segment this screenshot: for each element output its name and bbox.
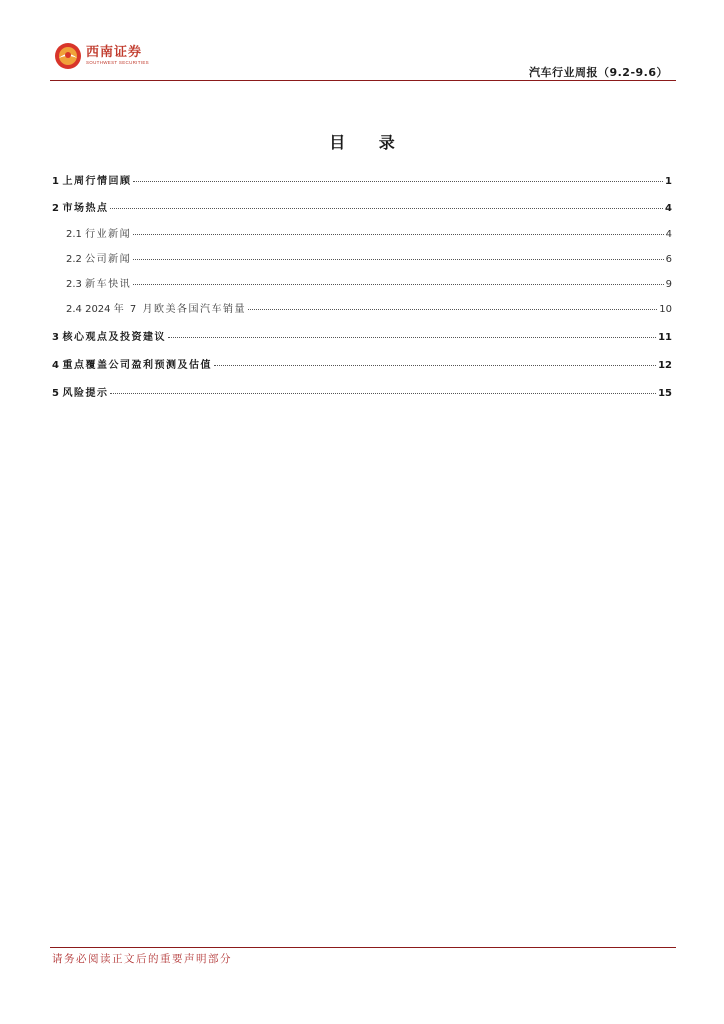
company-logo [54,42,149,70]
toc-dot-leader [248,309,657,310]
logo-text [86,46,149,66]
toc-dot-leader [110,208,663,209]
toc-entry-page: 11 [658,332,672,343]
toc-entry-page: 6 [665,254,672,265]
toc-entry-text: 行业新闻 [85,229,132,240]
toc-entry-page: 15 [658,388,672,399]
toc-entry-page: 12 [658,360,672,371]
southwest-securities-logo-icon [54,42,82,70]
toc-dot-leader [214,365,656,366]
toc-entry-text: 新车快讯 [85,279,132,290]
toc-entry-number: 2.4 2024 [66,304,111,315]
toc-entry-number: 3 [52,332,59,343]
toc-entry-number: 2.1 [66,229,82,240]
toc-entry-label [52,172,131,187]
footer-disclaimer: 请务必阅读正文后的重要声明部分 [52,953,232,965]
toc-entry-page: 9 [665,279,672,290]
toc-entry-page: 4 [665,229,672,240]
toc-dot-leader [133,284,664,285]
toc-entry-text: 上周行情回顾 [62,176,132,187]
toc-title: 目 录 [329,133,409,152]
toc-entry-page: 1 [665,176,672,187]
toc-entry-text: 年 7 月欧美各国汽车销量 [113,304,246,315]
toc-entry-page: 4 [665,203,672,214]
toc-entry[interactable] [52,356,672,371]
logo-chinese-name: 西南证券 [86,45,143,61]
toc-entry-number: 1 [52,176,59,187]
toc-entry-text: 市场热点 [62,203,109,214]
table-of-contents [52,172,672,399]
toc-dot-leader [168,337,656,338]
footer-divider [50,947,676,948]
toc-entry[interactable] [52,300,672,315]
toc-entry[interactable] [52,199,672,214]
toc-entry-label [66,250,131,265]
toc-entry[interactable] [52,275,672,290]
toc-entry-label [52,384,108,399]
toc-dot-leader [133,259,664,260]
toc-entry[interactable] [52,225,672,240]
toc-entry-text: 核心观点及投资建议 [62,332,166,343]
toc-dot-leader [133,181,663,182]
toc-entry-number: 2.2 [66,254,82,265]
toc-entry-number: 4 [52,360,59,371]
toc-entry-text: 公司新闻 [85,254,132,265]
toc-entry-label [66,275,131,290]
toc-entry-number: 2.3 [66,279,82,290]
toc-entry[interactable] [52,328,672,343]
header-divider [50,80,676,81]
toc-entry-page: 10 [659,304,672,315]
toc-entry-label [66,300,246,315]
toc-entry-number: 2 [52,203,59,214]
toc-dot-leader [110,393,656,394]
toc-entry[interactable] [52,172,672,187]
report-title: 汽车行业周报（9.2-9.6） [528,66,668,79]
page-header [50,40,676,82]
toc-entry[interactable] [52,250,672,265]
toc-entry-text: 风险提示 [62,388,109,399]
toc-entry-text: 重点覆盖公司盈利预测及估值 [62,360,212,371]
logo-english-name: SOUTHWEST SECURITIES [86,60,149,66]
toc-entry-label [52,328,166,343]
toc-entry-label [52,356,212,371]
toc-entry-number: 5 [52,388,59,399]
toc-dot-leader [133,234,664,235]
toc-entry-label [66,225,131,240]
toc-entry[interactable] [52,384,672,399]
toc-entry-label [52,199,108,214]
